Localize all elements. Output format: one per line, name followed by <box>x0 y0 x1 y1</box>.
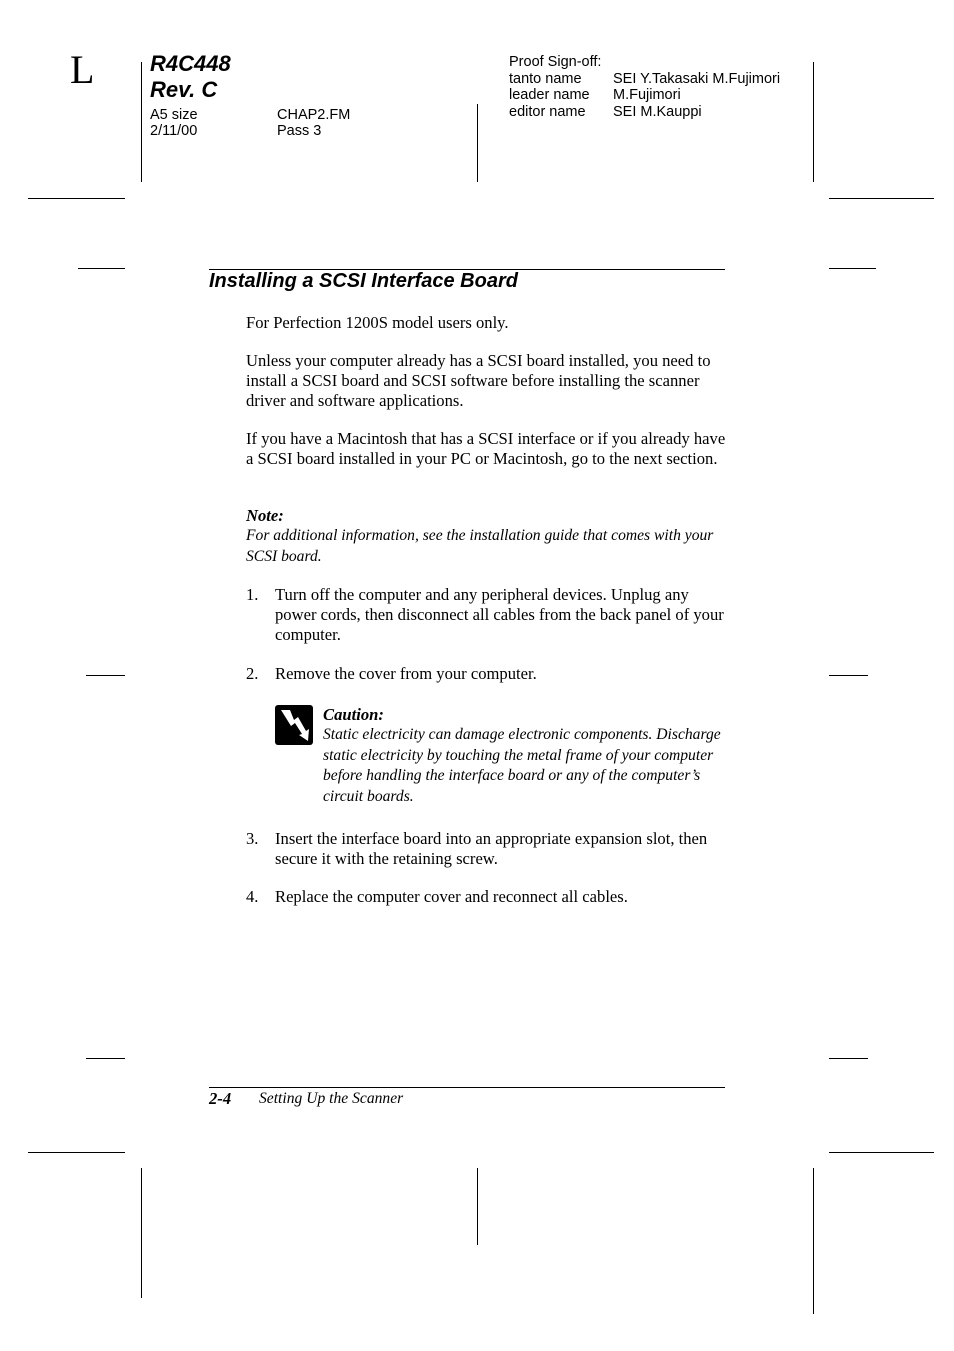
product-code <box>150 51 231 103</box>
step-text: Replace the computer cover and reconnect all cables. <box>275 887 628 906</box>
section-title: Installing a SCSI Interface Board <box>209 270 518 292</box>
footer-rule <box>209 1087 725 1088</box>
proof-role: tanto name <box>509 71 582 87</box>
size-label: A5 size <box>150 107 198 123</box>
date-label: 2/11/00 <box>150 123 198 139</box>
crop-mark <box>28 198 125 199</box>
crop-mark <box>477 104 478 182</box>
proof-names: SEI Y.Takasaki M.Fujimori <box>613 71 781 87</box>
file-label: CHAP2.FM <box>277 107 351 123</box>
caution-label: Caution: <box>323 705 384 724</box>
step-text: Remove the cover from your computer. <box>275 664 537 683</box>
paragraph: Unless your computer already has a SCSI board installed, you need to install a SCSI board and SCSI software before installing the scanner driver and software applications. <box>246 351 711 411</box>
step-text: Insert the interface board into an appropriate expansion slot, then secure it with the retaining screw. <box>275 829 708 869</box>
proof-names: M.Fujimori <box>613 87 681 103</box>
note-label: Note: <box>246 506 284 525</box>
page-side-letter: L <box>70 47 95 92</box>
proof-title: Proof Sign-off: <box>509 54 602 70</box>
crop-mark <box>829 675 868 676</box>
crop-mark <box>813 62 814 182</box>
crop-mark <box>78 268 125 269</box>
step-number: 4. <box>246 887 259 906</box>
crop-mark <box>141 62 142 182</box>
crop-mark <box>813 1168 814 1314</box>
lightning-warning-icon <box>275 705 313 745</box>
crop-mark <box>28 1152 125 1153</box>
step-text: Turn off the computer and any peripheral devices. Unplug any power cords, then disconnect all cables from the back panel of your computer. <box>275 585 724 645</box>
crop-mark <box>86 1058 125 1059</box>
product-code-line: R4C448 <box>150 51 231 76</box>
paragraph: For Perfection 1200S model users only. <box>246 313 509 332</box>
step-number: 3. <box>246 829 259 848</box>
crop-mark <box>477 1168 478 1245</box>
crop-mark <box>829 198 934 199</box>
crop-mark <box>829 268 876 269</box>
paragraph: If you have a Macintosh that has a SCSI interface or if you already have a SCSI board installed in your PC or Macintosh, go to the next section. <box>246 429 726 469</box>
proof-names: SEI M.Kauppi <box>613 104 702 120</box>
page-number: 2-4 <box>209 1089 232 1108</box>
crop-mark <box>829 1152 934 1153</box>
step-number: 1. <box>246 585 259 604</box>
proof-role: leader name <box>509 87 590 103</box>
chapter-title: Setting Up the Scanner <box>259 1090 404 1107</box>
crop-mark <box>86 675 125 676</box>
crop-mark <box>829 1058 868 1059</box>
note-text: For additional information, see the installation guide that comes with your SCSI board. <box>246 527 714 565</box>
caution-text: Static electricity can damage electronic components. Discharge static electricity by touching the metal frame of your computer before handling the interface board or any of the computer’s circuit boards. <box>323 726 721 805</box>
revision-line: Rev. C <box>150 77 218 102</box>
proof-role: editor name <box>509 104 586 120</box>
crop-mark <box>141 1168 142 1298</box>
step-number: 2. <box>246 664 259 683</box>
lightning-warning-icon <box>275 705 313 745</box>
pass-label: Pass 3 <box>277 123 322 139</box>
